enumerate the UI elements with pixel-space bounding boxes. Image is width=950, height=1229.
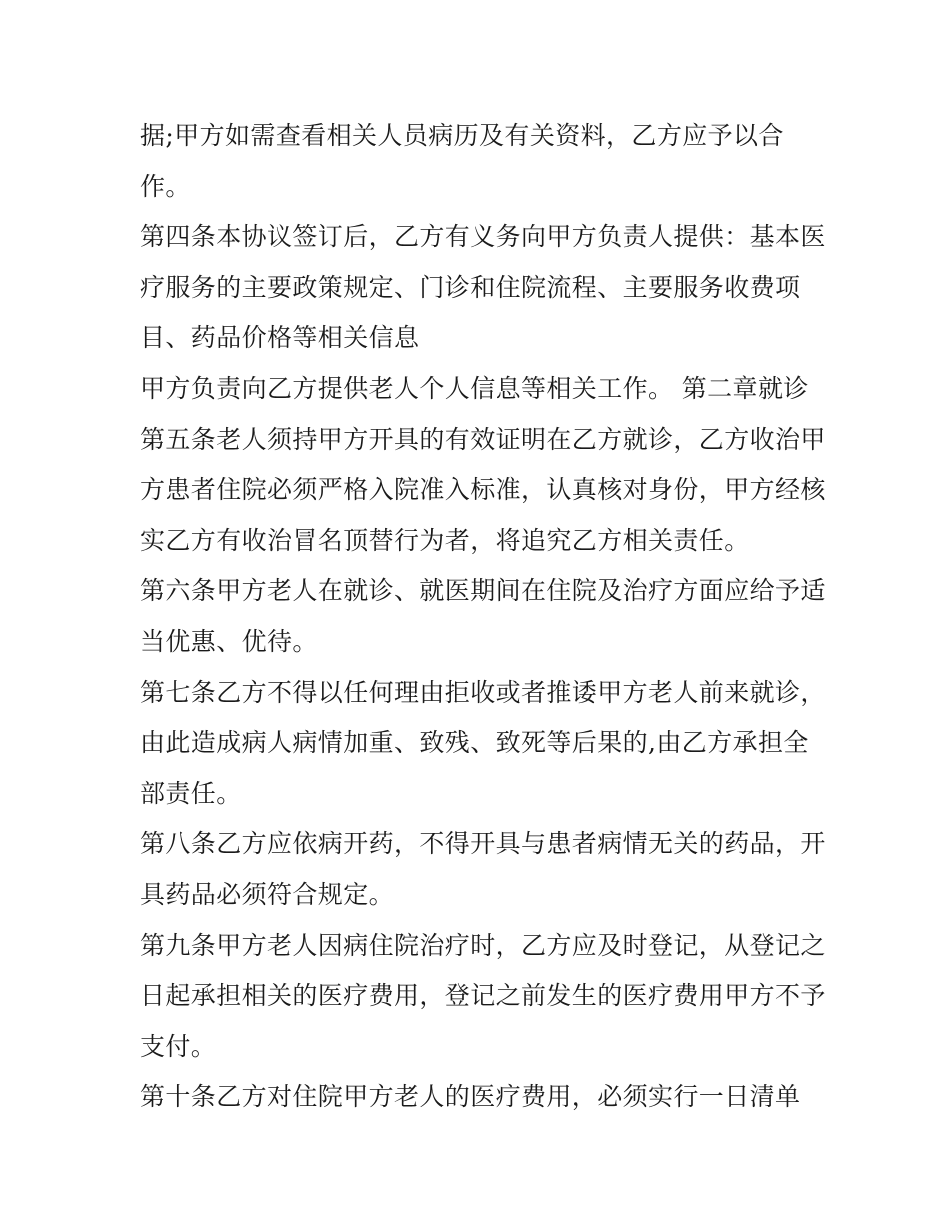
document-body	[140, 111, 826, 1123]
text-line: 第八条乙方应依病开药，不得开具与患者病情无关的药品，开	[140, 829, 826, 859]
text-line: 第九条甲方老人因病住院治疗时，乙方应及时登记，从登记之	[140, 930, 826, 960]
text-line: 第五条老人须持甲方开具的有效证明在乙方就诊，乙方收治甲	[140, 424, 826, 454]
text-line: 疗服务的主要政策规定、门诊和住院流程、主要服务收费项	[140, 272, 801, 302]
text-line: 第七条乙方不得以任何理由拒收或者推诿甲方老人前来就诊，	[140, 677, 826, 707]
text-line: 由此造成病人病情加重、致残、致死等后果的,由乙方承担全	[140, 728, 809, 758]
text-line: 作。	[140, 171, 191, 201]
text-line: 支付。	[140, 1031, 217, 1061]
text-line: 当优惠、优待。	[140, 626, 318, 656]
text-line: 方患者住院必须严格入院准入标准，认真核对身份，甲方经核	[140, 475, 826, 505]
text-line: 目、药品价格等相关信息	[140, 323, 420, 353]
text-line: 第六条甲方老人在就诊、就医期间在住院及治疗方面应给予适	[140, 576, 826, 606]
text-line: 部责任。	[140, 778, 242, 808]
text-line: 据;甲方如需查看相关人员病历及有关资料，乙方应予以合	[140, 121, 784, 150]
text-line: 第十条乙方对住院甲方老人的医疗费用，必须实行一日清单	[140, 1082, 801, 1112]
text-line: 实乙方有收治冒名顶替行为者，将追究乙方相关责任。	[140, 525, 750, 555]
text-line: 第四条本协议签订后，乙方有义务向甲方负责人提供：基本医	[140, 222, 826, 252]
text-line: 日起承担相关的医疗费用，登记之前发生的医疗费用甲方不予	[140, 981, 826, 1011]
text-line: 具药品必须符合规定。	[140, 879, 395, 909]
text-line: 甲方负责向乙方提供老人个人信息等相关工作。 第二章就诊	[140, 373, 809, 403]
